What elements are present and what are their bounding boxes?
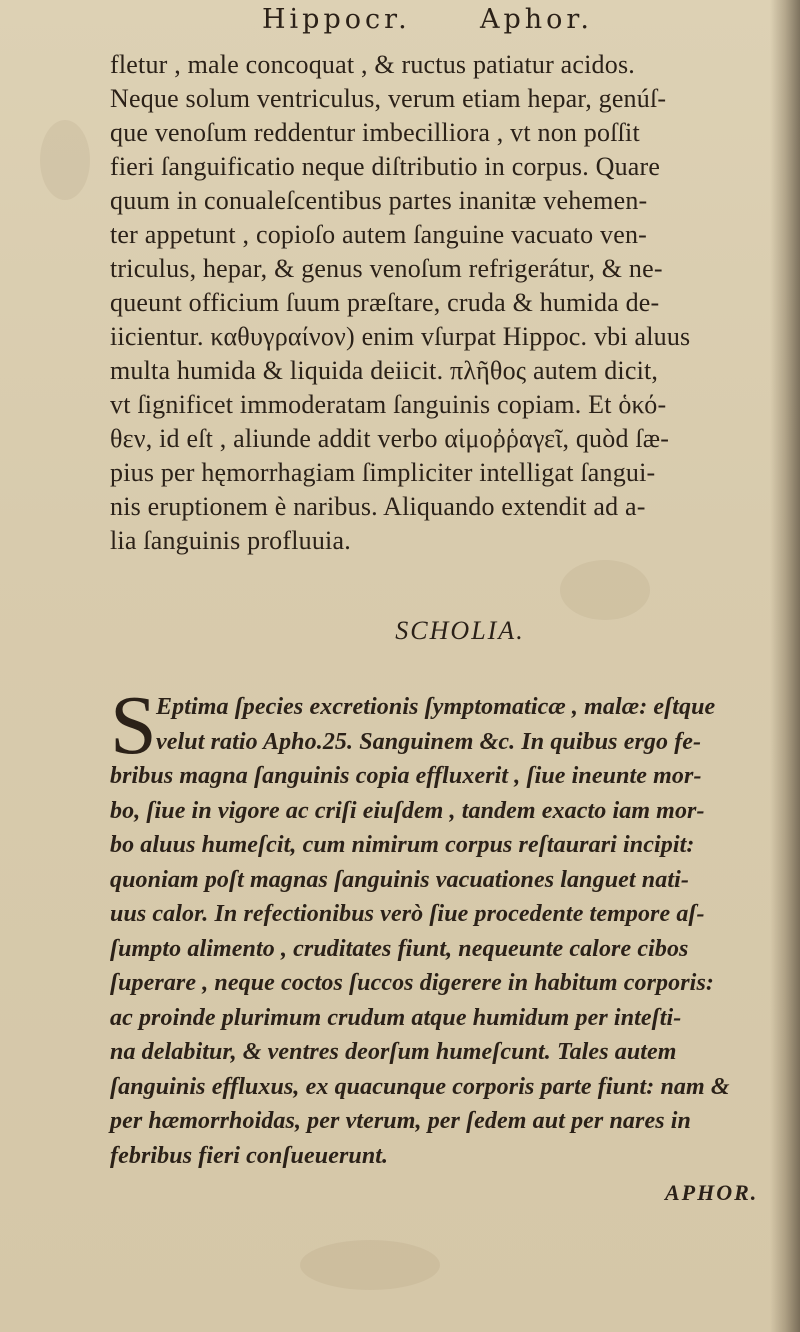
scholia-line: uus calor. In refectionibus verò ſiue procedente tempore aſ-: [110, 901, 705, 927]
text-line: triculus, hepar, & genus venoſum refrigerátur, & ne-: [110, 254, 663, 283]
text-line: quum in conualeſcentibus partes inanitæ vehemen-: [110, 186, 648, 215]
text-line: Neque solum ventriculus, verum etiam hepar, genúſ-: [110, 84, 667, 113]
scholia-line: ſanguinis effluxus, ex quacunque corporis parte fiunt: nam &: [110, 1073, 730, 1100]
main-text: [110, 48, 770, 558]
text-line: lia ſanguinis profluuia.: [110, 526, 351, 555]
scholia-line: velut ratio Apho.25. Sanguinem &c. In quibus ergo fe-: [156, 728, 702, 755]
text-line: fieri ſanguificatio neque diſtributio in corpus. Quare: [110, 152, 661, 181]
scholia-line: ſuperare , neque coctos ſuccos digerere in habitum corporis:: [110, 970, 714, 996]
scholia-line: bribus magna ſanguinis copia effluxerit , ſiue ineunte mor-: [110, 763, 702, 789]
section-title: SCHOLIA.: [395, 616, 525, 645]
text-line: vt ſignificet immoderatam ſanguinis copiam. Et ὁκό-: [110, 390, 667, 419]
running-head: [0, 2, 800, 38]
scholia-line: bo, ſiue in vigore ac criſi eiuſdem , tandem exacto iam mor-: [110, 797, 705, 824]
text-line: que venoſum reddentur imbecilliora , vt non poſſit: [110, 118, 640, 147]
scholia-line: bo aluus humeſcit, cum nimirum corpus reſtaurari incipit:: [110, 832, 695, 858]
text-line: queunt officium ſuum præſtare, cruda & humida de-: [110, 288, 660, 317]
text-line: multa humida & liquida deiicit. πλῆθος autem dicit,: [110, 356, 659, 385]
scholia-line: per hæmorrhoidas, per vterum, per ſedem aut per nares in: [110, 1108, 691, 1134]
scholia-line: ſumpto alimento , cruditates fiunt, nequeunte calore cibos: [110, 935, 689, 962]
catchword: APHOR.: [665, 1180, 759, 1205]
scholia-line: quoniam poſt magnas ſanguinis vacuationes languet nati-: [110, 866, 689, 893]
drop-cap: S: [110, 679, 157, 772]
text-line: iicientur. καθυγραίνον) enim vſurpat Hippoc. vbi aluus: [110, 322, 691, 351]
scholia-line: Eptima ſpecies excretionis ſymptomaticæ , malæ: eſtque: [156, 694, 716, 720]
text-line: ter appetunt , copioſo autem ſanguine vacuato ven-: [110, 220, 648, 249]
scholia-text: [110, 679, 775, 1173]
running-head-left: Hippocr.: [262, 4, 411, 35]
text-line: fletur , male concoquat , & ructus patiatur acidos.: [110, 50, 635, 79]
text-line: θεν, id eſt , aliunde addit verbo αἱμοῤῥαγεῖ, quòd ſæ-: [110, 424, 670, 453]
page-edge-shadow: [770, 0, 800, 1332]
scholia-line: febribus fieri conſueuerunt.: [110, 1142, 389, 1169]
text-line: nis eruptionem è naribus. Aliquando extendit ad a-: [110, 492, 646, 521]
paper-stain: [300, 1240, 440, 1290]
scholia-line: ac proinde plurimum crudum atque humidum per inteſti-: [110, 1004, 682, 1031]
paper-stain: [40, 120, 90, 200]
text-line: pius per hęmorrhagiam ſimpliciter intelligat ſangui-: [110, 458, 656, 487]
paper-stain: [560, 560, 650, 620]
scholia-line: na delabitur, & ventres deorſum humeſcunt. Tales autem: [110, 1039, 677, 1065]
running-head-right: Aphor.: [480, 4, 593, 35]
